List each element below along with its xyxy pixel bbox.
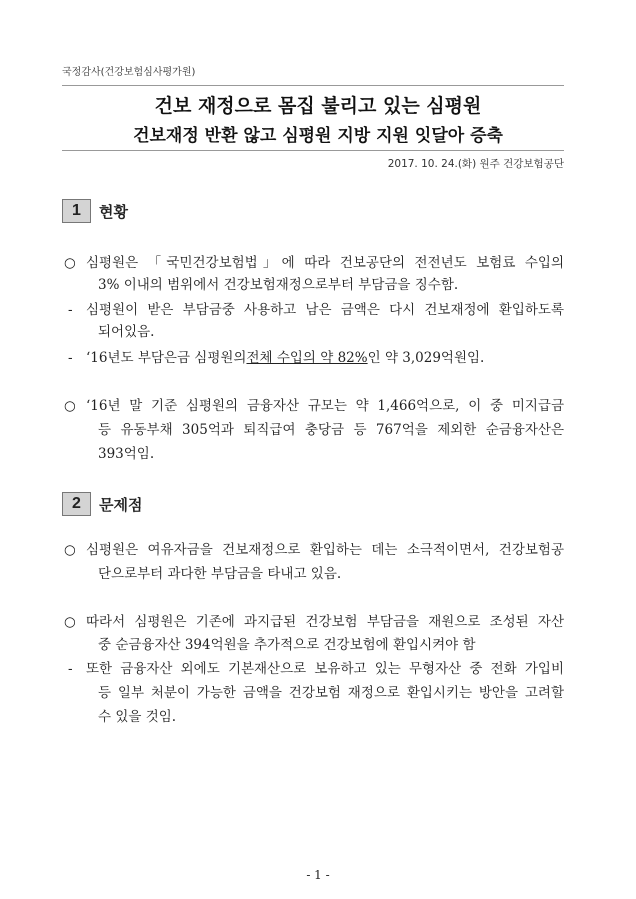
section-number: 2 — [62, 492, 91, 516]
circle-bullet: ○ — [64, 255, 76, 271]
section-heading-1 — [62, 199, 128, 223]
dateline: 2017. 10. 24.(화) 원주 건강보험공단 — [387, 158, 564, 170]
dash-bullet: - — [68, 350, 73, 366]
underlined-text: 전체 수입의 약 82% — [246, 350, 368, 366]
paragraph-line: 3% 이내의 범위에서 건강보험재정으로부터 부담금을 징수함. — [98, 277, 459, 293]
section-number: 1 — [62, 199, 91, 223]
section-title: 문제점 — [99, 495, 143, 514]
page-number: - 1 - — [306, 868, 330, 882]
paragraph-line: 단으로부터 과다한 부담금을 타내고 있음. — [98, 566, 342, 582]
circle-bullet: ○ — [64, 614, 76, 630]
dash-bullet: - — [68, 661, 73, 677]
paragraph-line: 심평원이 받은 부담금중 사용하고 남은 금액은 다시 건보재정에 환입하도록 — [86, 302, 564, 318]
paragraph-line: 393억임. — [98, 446, 155, 462]
paragraph-line: 수 있을 것임. — [98, 709, 177, 725]
paragraph-line: 되어있음. — [98, 324, 155, 340]
document-subtitle: 건보재정 반환 않고 심평원 지방 지원 잇달아 증축 — [133, 126, 503, 146]
text: ‘16년도 부담은금 심평원의 — [86, 350, 247, 366]
circle-bullet: ○ — [64, 542, 76, 558]
report-header: 국정감사(건강보험심사평가원) — [62, 67, 196, 78]
document-title: 건보 재정으로 몸집 불리고 있는 심평원 — [154, 95, 482, 117]
paragraph-line: 중 순금융자산 394억원을 추가적으로 건강보험에 환입시켜야 함 — [98, 637, 476, 653]
paragraph-line: 따라서 심평원은 기존에 과지급된 건강보험 부담금을 재원으로 조성된 자산 — [86, 614, 564, 630]
divider — [62, 85, 564, 86]
text: 인 약 3,029억원임. — [367, 350, 485, 366]
circle-bullet: ○ — [64, 398, 76, 414]
dash-bullet: - — [68, 302, 73, 318]
divider — [62, 150, 564, 151]
paragraph-line: ‘16년 말 기준 심평원의 금융자산 규모는 약 1,466억으로, 이 중 미지급금 — [86, 398, 564, 414]
paragraph-line: 등 유동부채 305억과 퇴직급여 충당금 등 767억을 제외한 순금융자산은 — [98, 422, 564, 438]
section-heading-2 — [62, 492, 142, 516]
paragraph-line: 또한 금융자산 외에도 기본재산으로 보유하고 있는 무형자산 중 전화 가입비 — [86, 661, 564, 677]
paragraph-line: 심평원은 여유자금을 건보재정으로 환입하는 데는 소극적이면서, 건강보험공 — [86, 542, 564, 558]
paragraph-line — [86, 349, 484, 367]
section-title: 현황 — [99, 202, 128, 221]
paragraph-line: 등 일부 처분이 가능한 금액을 건강보험 재정으로 환입시키는 방안을 고려할 — [98, 685, 564, 701]
paragraph-line: 심평원은 「국민건강보험법」에 따라 건보공단의 전전년도 보험료 수입의 — [86, 255, 564, 271]
